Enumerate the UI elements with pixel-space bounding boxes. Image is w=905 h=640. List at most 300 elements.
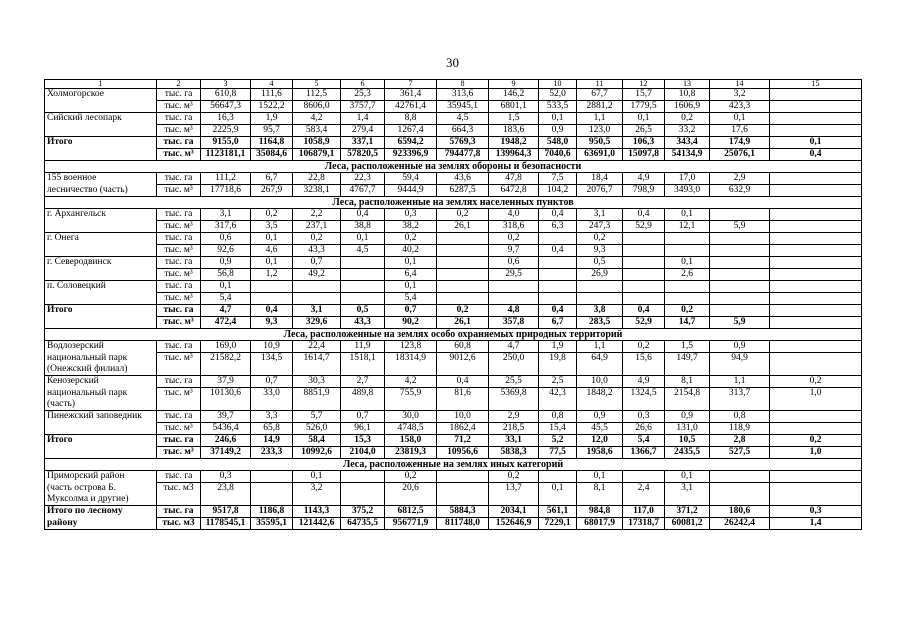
- value-cell: 0,2: [437, 305, 489, 317]
- value-cell: 0,7: [385, 305, 437, 317]
- value-cell: 1058,9: [293, 137, 341, 149]
- value-cell: 0,9: [201, 257, 251, 269]
- value-cell: 6594,2: [385, 137, 437, 149]
- column-number: 13: [665, 80, 710, 89]
- value-cell: 149,7: [665, 353, 710, 376]
- column-number: 12: [623, 80, 665, 89]
- value-cell: 0,2: [489, 471, 539, 483]
- row-unit: тыс. м³: [157, 101, 201, 113]
- value-cell: 1606,9: [665, 101, 710, 113]
- table-row: [45, 447, 862, 459]
- value-cell: 0,7: [251, 376, 293, 388]
- value-cell: [341, 293, 385, 305]
- value-cell: 0,6: [489, 257, 539, 269]
- value-cell: 43,3: [341, 317, 385, 329]
- value-cell: 1779,5: [623, 101, 665, 113]
- value-cell: 4,0: [489, 209, 539, 221]
- row-name: национальный парк (часть): [45, 388, 157, 411]
- value-cell: [710, 471, 770, 483]
- value-cell: 3,1: [201, 209, 251, 221]
- value-cell: 9,3: [577, 245, 623, 257]
- value-cell: 42,3: [539, 388, 577, 411]
- value-cell: 6472,8: [489, 185, 539, 197]
- row-unit: тыс. м³: [157, 388, 201, 411]
- table-row: [45, 293, 862, 305]
- value-cell: 49,2: [293, 269, 341, 281]
- value-cell: 7229,1: [539, 518, 577, 530]
- value-cell: 0,2: [770, 435, 862, 447]
- value-cell: 4,5: [437, 113, 489, 125]
- value-cell: 0,1: [577, 471, 623, 483]
- value-cell: 3,1: [293, 305, 341, 317]
- value-cell: [539, 269, 577, 281]
- value-cell: 56,8: [201, 269, 251, 281]
- value-cell: 4,6: [251, 245, 293, 257]
- value-cell: 71,2: [437, 435, 489, 447]
- value-cell: 21582,2: [201, 353, 251, 376]
- value-cell: 0,3: [201, 471, 251, 483]
- row-unit: тыс. м³: [157, 245, 201, 257]
- value-cell: 22,8: [293, 173, 341, 185]
- row-unit: тыс. м³: [157, 269, 201, 281]
- row-name: Итого: [45, 435, 157, 447]
- value-cell: 0,2: [577, 233, 623, 245]
- table-row: [45, 305, 862, 317]
- value-cell: 0,8: [710, 411, 770, 423]
- value-cell: [665, 245, 710, 257]
- value-cell: 0,1: [385, 257, 437, 269]
- table-row: [45, 233, 862, 245]
- table-row: [45, 506, 862, 518]
- section-title: Леса, расположенные на землях населенных пунктов: [45, 197, 862, 209]
- row-unit: тыс. га: [157, 89, 201, 101]
- value-cell: 39,7: [201, 411, 251, 423]
- value-cell: 4,9: [623, 376, 665, 388]
- value-cell: 811748,0: [437, 518, 489, 530]
- column-number: 2: [157, 80, 201, 89]
- column-number: 10: [539, 80, 577, 89]
- value-cell: 35945,1: [437, 101, 489, 113]
- row-name: Итого по лесному: [45, 506, 157, 518]
- section-title: Леса, расположенные на землях особо охраняемых природных территорий: [45, 329, 862, 341]
- table-row: [45, 483, 862, 506]
- value-cell: 10130,6: [201, 388, 251, 411]
- row-name: 155 военное: [45, 173, 157, 185]
- value-cell: 152646,9: [489, 518, 539, 530]
- row-name: [45, 125, 157, 137]
- row-name: г. Архангельск: [45, 209, 157, 221]
- value-cell: [437, 471, 489, 483]
- value-cell: 1948,2: [489, 137, 539, 149]
- value-cell: 794477,8: [437, 149, 489, 161]
- row-name: национальный парк (Онежский филиал): [45, 353, 157, 376]
- value-cell: 317,6: [201, 221, 251, 233]
- value-cell: [341, 269, 385, 281]
- value-cell: 38,8: [341, 221, 385, 233]
- value-cell: 25,5: [489, 376, 539, 388]
- value-cell: 0,4: [539, 209, 577, 221]
- column-number: 15: [770, 80, 862, 89]
- value-cell: 0,1: [251, 257, 293, 269]
- row-unit: тыс. га: [157, 471, 201, 483]
- value-cell: [489, 281, 539, 293]
- value-cell: 1,9: [251, 113, 293, 125]
- row-unit: тыс. м³: [157, 221, 201, 233]
- value-cell: 371,2: [665, 506, 710, 518]
- value-cell: 1522,2: [251, 101, 293, 113]
- section-title: Леса, расположенные на землях обороны и безопасности: [45, 161, 862, 173]
- row-name: [45, 447, 157, 459]
- row-unit: тыс. га: [157, 113, 201, 125]
- value-cell: 10956,6: [437, 447, 489, 459]
- table-row: [45, 125, 862, 137]
- value-cell: 30,3: [293, 376, 341, 388]
- value-cell: 472,4: [201, 317, 251, 329]
- value-cell: [577, 293, 623, 305]
- value-cell: 1,0: [770, 447, 862, 459]
- row-name: Водлозерский: [45, 341, 157, 353]
- value-cell: 35084,6: [251, 149, 293, 161]
- row-unit: тыс. м³: [157, 293, 201, 305]
- value-cell: 17318,7: [623, 518, 665, 530]
- value-cell: [251, 293, 293, 305]
- row-name: Холмогорское: [45, 89, 157, 101]
- value-cell: 1178545,1: [201, 518, 251, 530]
- value-cell: 0,9: [577, 411, 623, 423]
- value-cell: 0,1: [665, 209, 710, 221]
- value-cell: [770, 341, 862, 353]
- value-cell: 3,1: [577, 209, 623, 221]
- value-cell: 42761,4: [385, 101, 437, 113]
- value-cell: 1,9: [539, 341, 577, 353]
- table-row: [45, 471, 862, 483]
- column-number: 9: [489, 80, 539, 89]
- value-cell: 527,5: [710, 447, 770, 459]
- value-cell: 6812,5: [385, 506, 437, 518]
- value-cell: 361,4: [385, 89, 437, 101]
- value-cell: 3,8: [577, 305, 623, 317]
- table-row: [45, 269, 862, 281]
- value-cell: 526,0: [293, 423, 341, 435]
- value-cell: 37149,2: [201, 447, 251, 459]
- value-cell: 0,1: [770, 137, 862, 149]
- value-cell: 2,9: [710, 173, 770, 185]
- value-cell: [341, 257, 385, 269]
- value-cell: 117,0: [623, 506, 665, 518]
- value-cell: 169,0: [201, 341, 251, 353]
- value-cell: 0,1: [539, 483, 577, 506]
- value-cell: 0,1: [201, 281, 251, 293]
- value-cell: 6,7: [251, 173, 293, 185]
- value-cell: 0,1: [710, 113, 770, 125]
- value-cell: 3,5: [251, 221, 293, 233]
- value-cell: 22,4: [293, 341, 341, 353]
- row-unit: тыс. м³: [157, 447, 201, 459]
- row-unit: тыс. га: [157, 305, 201, 317]
- table-row: [45, 376, 862, 388]
- value-cell: [770, 305, 862, 317]
- value-cell: 1,1: [577, 341, 623, 353]
- value-cell: 52,0: [539, 89, 577, 101]
- value-cell: [770, 317, 862, 329]
- row-unit: тыс. га: [157, 506, 201, 518]
- value-cell: 4,9: [623, 173, 665, 185]
- row-unit: тыс. м3: [157, 518, 201, 530]
- value-cell: 0,4: [437, 376, 489, 388]
- value-cell: [770, 353, 862, 376]
- value-cell: 111,6: [251, 89, 293, 101]
- value-cell: 180,6: [710, 506, 770, 518]
- table-row: [45, 353, 862, 376]
- row-name: г. Онега: [45, 233, 157, 245]
- value-cell: 1862,4: [437, 423, 489, 435]
- value-cell: 247,3: [577, 221, 623, 233]
- value-cell: 8,8: [385, 113, 437, 125]
- value-cell: 9155,0: [201, 137, 251, 149]
- table-row: [45, 209, 862, 221]
- table-row: [45, 423, 862, 435]
- value-cell: [539, 471, 577, 483]
- value-cell: [770, 209, 862, 221]
- value-cell: 6801,1: [489, 101, 539, 113]
- value-cell: [770, 483, 862, 506]
- row-unit: тыс. м³: [157, 353, 201, 376]
- value-cell: 121442,6: [293, 518, 341, 530]
- value-cell: 2,7: [341, 376, 385, 388]
- value-cell: 0,1: [251, 233, 293, 245]
- value-cell: [341, 281, 385, 293]
- value-cell: 0,3: [770, 506, 862, 518]
- value-cell: 3493,0: [665, 185, 710, 197]
- value-cell: [623, 257, 665, 269]
- value-cell: 610,8: [201, 89, 251, 101]
- row-name: [45, 149, 157, 161]
- value-cell: 0,2: [437, 209, 489, 221]
- value-cell: 92,6: [201, 245, 251, 257]
- value-cell: 19,8: [539, 353, 577, 376]
- row-name: п. Соловецкий: [45, 281, 157, 293]
- value-cell: [710, 305, 770, 317]
- value-cell: 5,2: [539, 435, 577, 447]
- column-number: 5: [293, 80, 341, 89]
- value-cell: 1324,5: [623, 388, 665, 411]
- column-number: 11: [577, 80, 623, 89]
- value-cell: 5436,4: [201, 423, 251, 435]
- value-cell: 0,2: [665, 113, 710, 125]
- value-cell: 35595,1: [251, 518, 293, 530]
- value-cell: 52,9: [623, 221, 665, 233]
- value-cell: [437, 281, 489, 293]
- value-cell: 4,2: [293, 113, 341, 125]
- value-cell: 0,8: [539, 411, 577, 423]
- value-cell: 10,8: [665, 89, 710, 101]
- value-cell: 183,6: [489, 125, 539, 137]
- value-cell: 0,7: [293, 257, 341, 269]
- value-cell: 5884,3: [437, 506, 489, 518]
- value-cell: 1848,2: [577, 388, 623, 411]
- value-cell: 0,1: [341, 233, 385, 245]
- value-cell: 131,0: [665, 423, 710, 435]
- row-name: Сийский лесопарк: [45, 113, 157, 125]
- value-cell: 2,9: [489, 411, 539, 423]
- row-unit: тыс. га: [157, 137, 201, 149]
- value-cell: 25,3: [341, 89, 385, 101]
- value-cell: 67,7: [577, 89, 623, 101]
- value-cell: [770, 471, 862, 483]
- value-cell: 2,2: [293, 209, 341, 221]
- value-cell: 343,4: [665, 137, 710, 149]
- value-cell: 77,5: [539, 447, 577, 459]
- value-cell: [251, 483, 293, 506]
- value-cell: [770, 423, 862, 435]
- table-row: [45, 317, 862, 329]
- value-cell: 43,3: [293, 245, 341, 257]
- value-cell: 0,4: [770, 149, 862, 161]
- value-cell: 1123181,1: [201, 149, 251, 161]
- value-cell: 17718,6: [201, 185, 251, 197]
- value-cell: [539, 281, 577, 293]
- value-cell: 4,2: [385, 376, 437, 388]
- value-cell: 0,4: [341, 209, 385, 221]
- value-cell: 111,2: [201, 173, 251, 185]
- value-cell: 1143,3: [293, 506, 341, 518]
- value-cell: 237,1: [293, 221, 341, 233]
- value-cell: 0,5: [577, 257, 623, 269]
- value-cell: 318,6: [489, 221, 539, 233]
- row-name: [45, 293, 157, 305]
- value-cell: [770, 411, 862, 423]
- value-cell: 583,4: [293, 125, 341, 137]
- row-name: г. Северодвинск: [45, 257, 157, 269]
- value-cell: 279,4: [341, 125, 385, 137]
- value-cell: [539, 257, 577, 269]
- value-cell: 15,7: [623, 89, 665, 101]
- table-row: [45, 411, 862, 423]
- row-unit: тыс. м³: [157, 423, 201, 435]
- value-cell: 357,8: [489, 317, 539, 329]
- value-cell: [623, 293, 665, 305]
- value-cell: 18,4: [577, 173, 623, 185]
- value-cell: 15,3: [341, 435, 385, 447]
- value-cell: 4,5: [341, 245, 385, 257]
- value-cell: 950,5: [577, 137, 623, 149]
- value-cell: 123,8: [385, 341, 437, 353]
- table-row: [45, 101, 862, 113]
- row-unit: тыс. га: [157, 233, 201, 245]
- value-cell: 0,2: [385, 471, 437, 483]
- value-cell: 0,2: [623, 341, 665, 353]
- value-cell: 3,3: [251, 411, 293, 423]
- value-cell: 33,2: [665, 125, 710, 137]
- value-cell: [770, 269, 862, 281]
- value-cell: 2,4: [623, 483, 665, 506]
- value-cell: 1614,7: [293, 353, 341, 376]
- value-cell: [770, 125, 862, 137]
- value-cell: 174,9: [710, 137, 770, 149]
- value-cell: 139964,3: [489, 149, 539, 161]
- value-cell: 5769,3: [437, 137, 489, 149]
- value-cell: 533,5: [539, 101, 577, 113]
- value-cell: 664,3: [437, 125, 489, 137]
- value-cell: 104,2: [539, 185, 577, 197]
- value-cell: 561,1: [539, 506, 577, 518]
- value-cell: 23819,3: [385, 447, 437, 459]
- value-cell: [539, 233, 577, 245]
- value-cell: 9,7: [489, 245, 539, 257]
- value-cell: 10992,6: [293, 447, 341, 459]
- row-name: Приморский район: [45, 471, 157, 483]
- value-cell: 112,5: [293, 89, 341, 101]
- value-cell: [539, 293, 577, 305]
- value-cell: [665, 293, 710, 305]
- value-cell: [770, 245, 862, 257]
- value-cell: 26242,4: [710, 518, 770, 530]
- value-cell: 57820,5: [341, 149, 385, 161]
- value-cell: 17,6: [710, 125, 770, 137]
- row-name: лесничество (часть): [45, 185, 157, 197]
- value-cell: 1366,7: [623, 447, 665, 459]
- value-cell: [710, 293, 770, 305]
- value-cell: 6,7: [539, 317, 577, 329]
- value-cell: 9012,6: [437, 353, 489, 376]
- value-cell: [770, 293, 862, 305]
- value-cell: [665, 281, 710, 293]
- value-cell: 4767,7: [341, 185, 385, 197]
- value-cell: 15,6: [623, 353, 665, 376]
- value-cell: 81,6: [437, 388, 489, 411]
- value-cell: 0,1: [665, 257, 710, 269]
- value-cell: 375,2: [341, 506, 385, 518]
- value-cell: 8851,9: [293, 388, 341, 411]
- value-cell: 54134,9: [665, 149, 710, 161]
- value-cell: [770, 89, 862, 101]
- value-cell: 106,3: [623, 137, 665, 149]
- value-cell: 95,7: [251, 125, 293, 137]
- value-cell: [770, 101, 862, 113]
- value-cell: 0,4: [623, 305, 665, 317]
- value-cell: 923396,9: [385, 149, 437, 161]
- value-cell: 20,6: [385, 483, 437, 506]
- table-row: [45, 257, 862, 269]
- row-name: [45, 101, 157, 113]
- value-cell: 33,0: [251, 388, 293, 411]
- row-name: Пинежский заповедник: [45, 411, 157, 423]
- value-cell: 956771,9: [385, 518, 437, 530]
- value-cell: 10,9: [251, 341, 293, 353]
- value-cell: 0,2: [293, 233, 341, 245]
- table-row: [45, 388, 862, 411]
- value-cell: 0,2: [251, 209, 293, 221]
- row-name: Итого: [45, 305, 157, 317]
- table-row: [45, 341, 862, 353]
- value-cell: [341, 483, 385, 506]
- value-cell: 9,3: [251, 317, 293, 329]
- value-cell: 0,4: [539, 305, 577, 317]
- value-cell: 246,6: [201, 435, 251, 447]
- value-cell: 5,4: [201, 293, 251, 305]
- value-cell: [770, 257, 862, 269]
- value-cell: 423,3: [710, 101, 770, 113]
- value-cell: 0,6: [201, 233, 251, 245]
- row-name: [45, 245, 157, 257]
- row-name: (часть острова Б. Муксолма и другие): [45, 483, 157, 506]
- column-number: 14: [710, 80, 770, 89]
- value-cell: 0,2: [489, 233, 539, 245]
- value-cell: [437, 483, 489, 506]
- value-cell: 0,1: [385, 281, 437, 293]
- value-cell: 15097,8: [623, 149, 665, 161]
- value-cell: 64735,5: [341, 518, 385, 530]
